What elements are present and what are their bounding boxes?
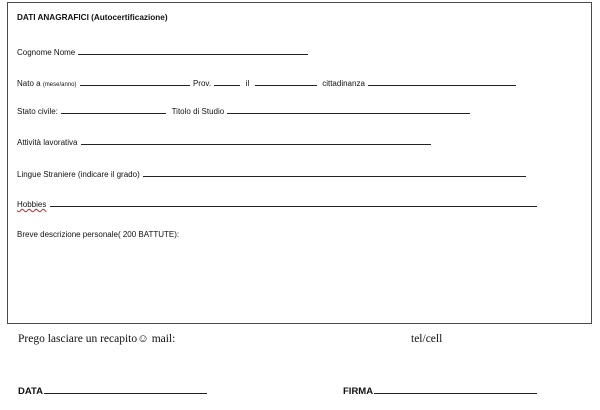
lingue-field[interactable] bbox=[143, 168, 526, 177]
lingue-row bbox=[17, 168, 527, 180]
recapito-label: Prego lasciare un recapito bbox=[18, 333, 138, 345]
data-field[interactable] bbox=[44, 384, 207, 394]
stato-civile-field[interactable] bbox=[61, 105, 166, 114]
il-label: il bbox=[245, 79, 250, 88]
mail-label: mail: bbox=[148, 333, 176, 345]
data-label: DATA bbox=[18, 386, 43, 397]
data-nascita-field[interactable] bbox=[255, 77, 317, 86]
cittadinanza-label: cittadinanza bbox=[322, 79, 365, 88]
attivita-row bbox=[17, 136, 432, 148]
nato-label: Nato a bbox=[17, 79, 41, 88]
firma-row bbox=[343, 384, 538, 397]
cognome-nome-row bbox=[17, 46, 309, 58]
firma-label: FIRMA bbox=[343, 386, 374, 397]
stato-civile-label: Stato civile: bbox=[17, 107, 58, 116]
personal-data-form bbox=[7, 2, 592, 324]
stato-civile-row bbox=[17, 105, 471, 117]
prov-field[interactable] bbox=[214, 77, 240, 86]
smiley-icon: ☺ bbox=[137, 333, 149, 345]
data-row bbox=[18, 384, 208, 397]
prov-label: Prov. bbox=[192, 79, 212, 88]
tel-label: tel/cell bbox=[411, 333, 443, 345]
hobbies-label: Hobbies bbox=[17, 200, 47, 209]
cognome-nome-field[interactable] bbox=[78, 46, 308, 55]
attivita-field[interactable] bbox=[81, 136, 431, 145]
titolo-studio-label: Titolo di Studio bbox=[171, 107, 225, 116]
nato-field[interactable] bbox=[80, 77, 190, 86]
titolo-studio-field[interactable] bbox=[227, 105, 470, 114]
recapito-row bbox=[18, 333, 175, 345]
nascita-row bbox=[17, 77, 517, 90]
hobbies-row bbox=[17, 198, 538, 210]
descrizione-area[interactable] bbox=[17, 245, 582, 315]
nato-hint: (mese/anno) bbox=[42, 82, 77, 88]
firma-field[interactable] bbox=[374, 384, 537, 394]
cittadinanza-field[interactable] bbox=[368, 77, 516, 86]
hobbies-field[interactable] bbox=[50, 198, 537, 207]
cognome-nome-label: Cognome Nome bbox=[17, 48, 76, 57]
attivita-label: Attività lavorativa bbox=[17, 138, 78, 147]
descrizione-label: Breve descrizione personale( 200 BATTUTE): bbox=[17, 230, 180, 239]
form-title: DATI ANAGRAFICI (Autocertificazione) bbox=[17, 13, 168, 22]
lingue-label: Lingue Straniere (indicare il grado) bbox=[17, 170, 140, 179]
